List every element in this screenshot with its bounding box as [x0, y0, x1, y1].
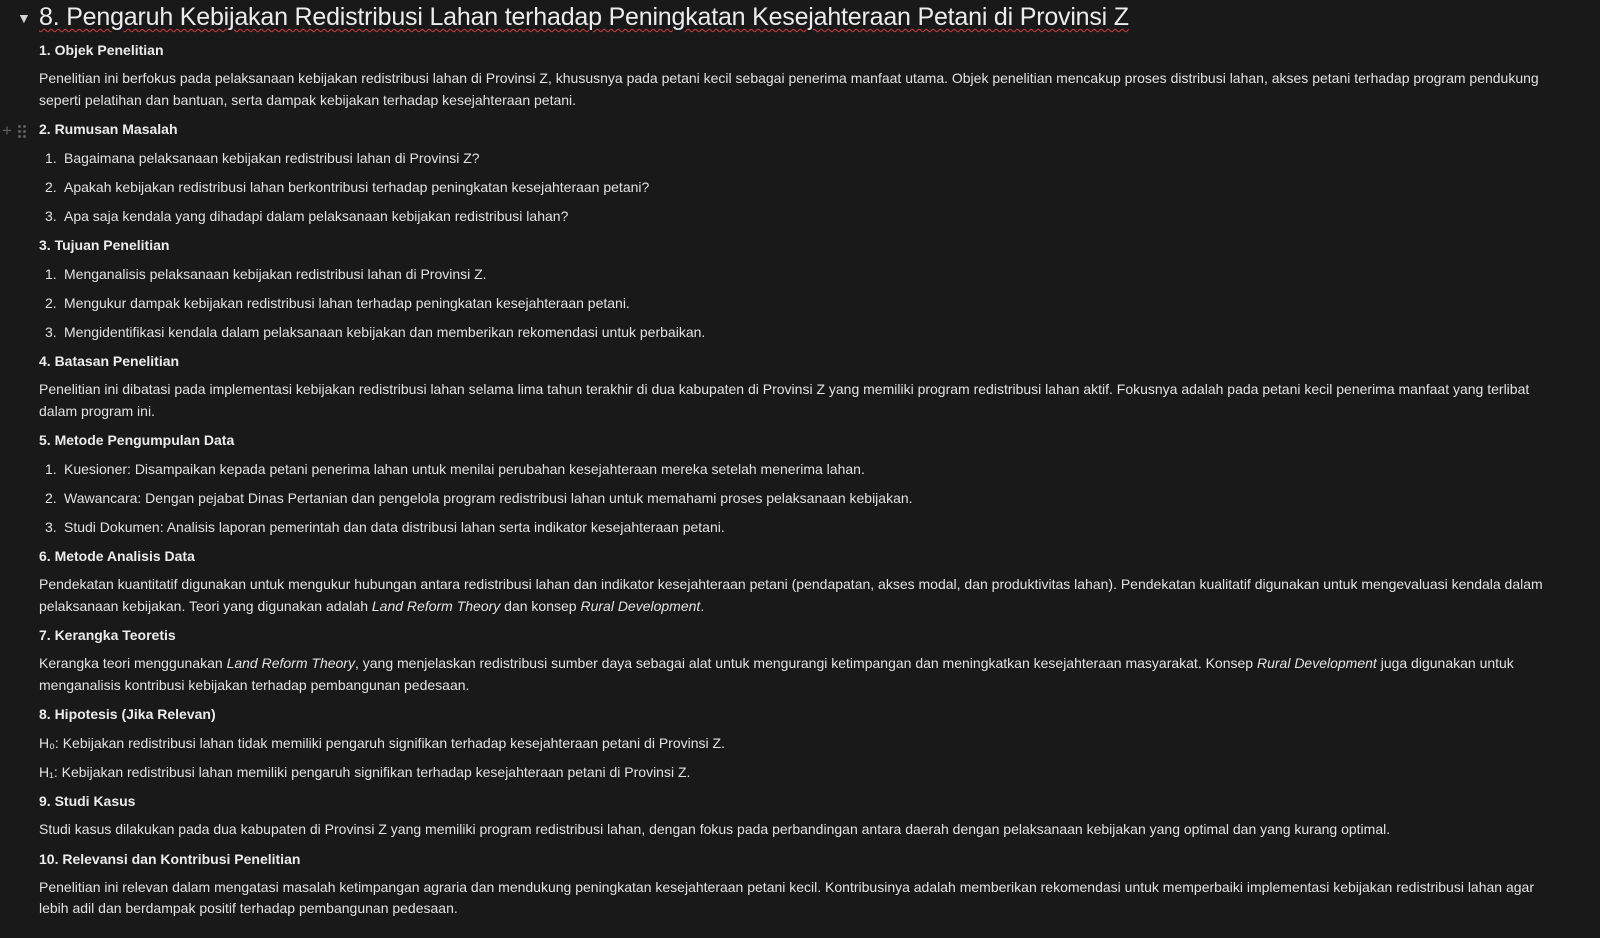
italic-term: Land Reform Theory [226, 655, 355, 671]
text-run: , yang menjelaskan redistribusi sumber daya sebagai alat untuk mengurangi ketimpangan dan meningkatkan kesejahteraan masyarakat. Konsep [354, 655, 1257, 671]
list-item[interactable] [39, 318, 1559, 347]
italic-term: Rural Development [580, 597, 701, 614]
list-number: 2. [45, 295, 57, 311]
section-heading-metode-pengumpulan[interactable]: 5. Metode Pengumpulan Data [39, 432, 235, 448]
text-run: juga digunakan untuk menganalisis kontribusi kebijakan terhadap pembangunan pedesaan. [39, 655, 1514, 693]
collapse-toggle-icon[interactable]: ▼ [17, 10, 31, 26]
list-number: 2. [45, 179, 57, 195]
list-item-text: Mengukur dampak kebijakan redistribusi lahan terhadap peningkatan kesejahteraan petani. [64, 295, 630, 311]
list-rumusan [39, 144, 1559, 231]
paragraph-studi-kasus[interactable]: Studi kasus dilakukan pada dua kabupaten di Provinsi Z yang memiliki program redistribusi lahan, dengan fokus pada perbandingan antara daerah dengan pelaksanaan kebijakan yang optimal dan yang kurang optimal. [39, 821, 1391, 837]
list-item[interactable] [39, 513, 1559, 542]
list-item[interactable] [39, 289, 1559, 318]
section-heading-hipotesis[interactable]: 8. Hipotesis (Jika Relevan) [39, 706, 216, 722]
list-item-text: Apakah kebijakan redistribusi lahan berkontribusi terhadap peningkatan kesejahteraan petani? [64, 179, 650, 195]
list-item[interactable] [39, 260, 1559, 289]
section-heading-relevansi[interactable]: 10. Relevansi dan Kontribusi Penelitian [39, 850, 301, 867]
document-body [39, 0, 1559, 924]
list-metode-pengumpulan [39, 455, 1559, 542]
text-run: dan konsep [500, 597, 581, 614]
section-heading-objek[interactable]: 1. Objek Penelitian [39, 42, 164, 58]
paragraph-batasan[interactable]: Penelitian ini dibatasi pada implementasi kebijakan redistribusi lahan selama lima tahun terakhir di dua kabupaten di Provinsi Z yang memiliki program redistribusi lahan aktif. Fokusnya adalah pada petani kecil penerima manfaat yang terlibat dalam program ini. [39, 381, 1530, 419]
list-number: 3. [45, 324, 57, 340]
list-item-text: Menganalisis pelaksanaan kebijakan redistribusi lahan di Provinsi Z. [64, 266, 487, 282]
list-item-text: Mengidentifikasi kendala dalam pelaksanaan kebijakan dan memberikan rekomendasi untuk perbaikan. [64, 324, 706, 340]
section-heading-tujuan[interactable]: 3. Tujuan Penelitian [39, 237, 170, 253]
hypothesis-h1[interactable]: H₁: Kebijakan redistribusi lahan memiliki pengaruh signifikan terhadap kesejahteraan petani di Provinsi Z. [39, 764, 691, 780]
hypothesis-h0[interactable]: H₀: Kebijakan redistribusi lahan tidak memiliki pengaruh signifikan terhadap kesejahteraan petani di Provinsi Z. [39, 735, 725, 751]
paragraph-relevansi[interactable]: Penelitian ini relevan dalam mengatasi masalah ketimpangan agraria dan mendukung peningkatan kesejahteraan petani kecil. Kontribusinya adalah memberikan rekomendasi untuk memperbaiki implementasi kebijakan redistribusi lahan agar lebih adil dan berdampak positif terhadap pembangunan pedesaan. [39, 878, 1534, 916]
list-item-text: Wawancara: Dengan pejabat Dinas Pertanian dan pengelola program redistribusi lahan untuk memahami proses pelaksanaan kebijakan. [64, 490, 913, 506]
text-run: Pendekatan kuantitatif digunakan untuk mengukur hubungan antara redistribusi lahan dan indikator kesejahteraan petani (pendapatan, akses modal, dan produktivitas lahan). Pendekatan kualitatif digunakan untuk mengevaluasi kendala dalam pelaksanaan kebijakan. Teori yang digunakan adalah [39, 576, 1543, 614]
list-tujuan [39, 260, 1559, 347]
section-heading-batasan[interactable]: 4. Batasan Penelitian [39, 353, 180, 369]
paragraph-metode-analisis[interactable] [39, 571, 1559, 621]
section-heading-metode-analisis[interactable]: 6. Metode Analisis Data [39, 548, 195, 564]
italic-term: Land Reform Theory [371, 597, 501, 614]
list-number: 3. [45, 519, 57, 535]
list-number: 1. [45, 266, 57, 282]
list-item-text: Kuesioner: Disampaikan kepada petani penerima lahan untuk menilai perubahan kesejahteraan mereka setelah menerima lahan. [64, 461, 865, 477]
text-run: Kerangka teori menggunakan [39, 655, 227, 671]
list-item[interactable] [39, 173, 1559, 202]
section-heading-rumusan[interactable]: 2. Rumusan Masalah [39, 121, 178, 137]
list-item-text: Apa saja kendala yang dihadapi dalam pelaksanaan kebijakan redistribusi lahan? [64, 208, 569, 224]
page-title[interactable]: 8. Pengaruh Kebijakan Redistribusi Lahan terhadap Peningkatan Kesejahteraan Petani di Provinsi Z [39, 3, 1129, 31]
section-heading-kerangka[interactable]: 7. Kerangka Teoretis [39, 627, 176, 643]
list-number: 1. [45, 150, 57, 166]
text-run: . [700, 597, 705, 614]
paragraph-kerangka[interactable] [39, 650, 1559, 700]
block-handle[interactable] [0, 122, 36, 140]
add-block-plus-icon[interactable]: + [2, 121, 12, 140]
italic-term: Rural Development [1256, 655, 1377, 671]
list-item[interactable] [39, 484, 1559, 513]
list-item-text: Bagaimana pelaksanaan kebijakan redistribusi lahan di Provinsi Z? [64, 150, 480, 166]
paragraph-objek[interactable]: Penelitian ini berfokus pada pelaksanaan kebijakan redistribusi lahan di Provinsi Z, khususnya pada petani kecil sebagai penerima manfaat utama. Objek penelitian mencakup proses distribusi lahan, akses petani terhadap program pendukung seperti pelatihan dan bantuan, serta dampak kebijakan terhadap kesejahteraan petani. [39, 70, 1539, 108]
list-number: 2. [45, 490, 57, 506]
drag-handle-icon[interactable] [18, 125, 26, 138]
list-item-text: Studi Dokumen: Analisis laporan pemerintah dan data distribusi lahan serta indikator kesejahteraan petani. [64, 519, 725, 535]
list-item[interactable] [39, 202, 1559, 231]
section-heading-studi-kasus[interactable]: 9. Studi Kasus [39, 793, 136, 809]
list-item[interactable] [39, 455, 1559, 484]
list-item[interactable] [39, 144, 1559, 173]
list-number: 3. [45, 208, 57, 224]
list-number: 1. [45, 461, 57, 477]
